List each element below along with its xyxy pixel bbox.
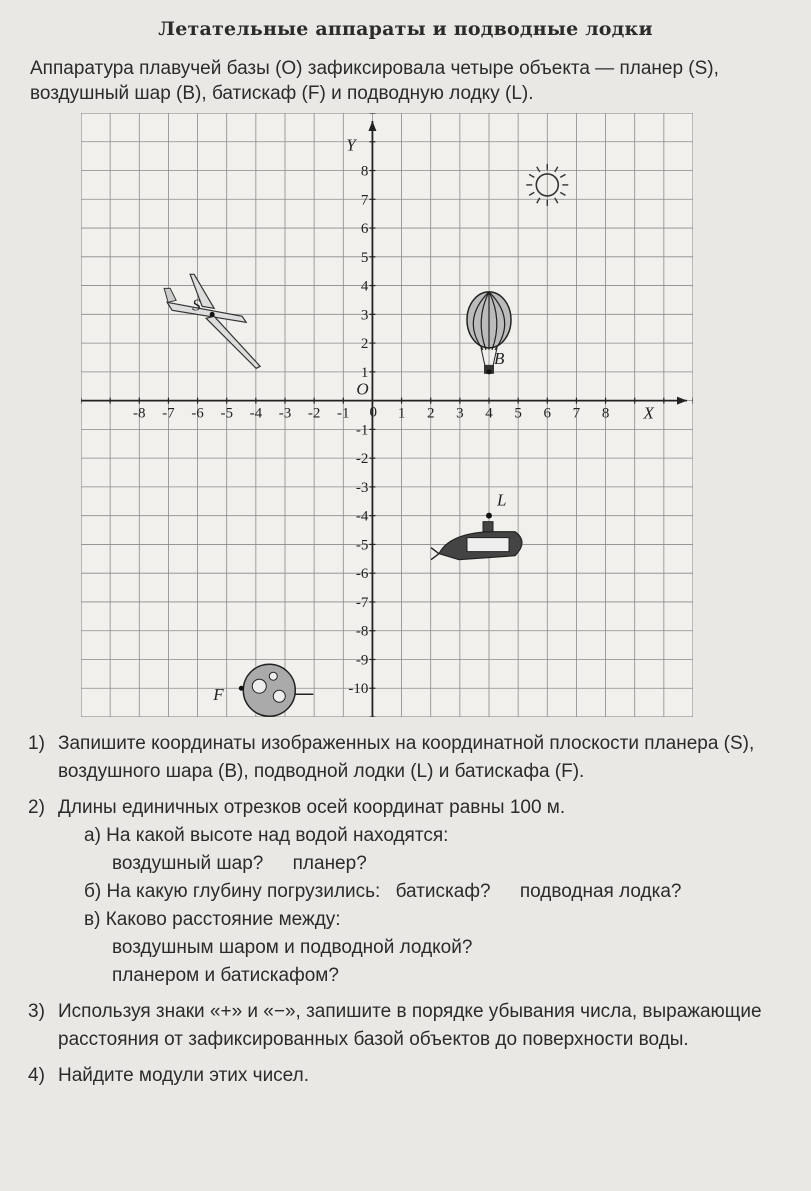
intro-text: Аппаратура плавучей базы (O) зафиксировала четыре объекта — планер (S), воздушный шар (B), батискаф (F) и подводную лодку (L). [30, 58, 719, 104]
y-tick-label: -3 [355, 479, 369, 496]
x-tick-label: -3 [278, 405, 292, 422]
x-tick-label: 6 [543, 405, 552, 422]
point-label: L [497, 490, 507, 510]
task-3 [22, 998, 792, 1054]
origin-label: O [356, 379, 369, 399]
point-label: F [213, 685, 224, 705]
data-point [487, 513, 492, 518]
y-tick-label: -7 [355, 594, 369, 611]
y-tick-label: -9 [355, 652, 369, 669]
task-number: 3) [28, 1001, 45, 1022]
y-tick-label: -8 [355, 623, 369, 640]
y-tick-label: 1 [360, 364, 369, 381]
y-tick-label: -10 [348, 681, 369, 698]
x-axis-label: X [643, 403, 654, 423]
task-text: Запишите координаты изображенных на координатной плоскости планера (S), воздушного шара (B), подводной лодки (L) и батискафа (F). [58, 733, 755, 782]
task-list [22, 730, 792, 1098]
coordinate-plane [81, 113, 693, 717]
task-text: Используя знаки «+» и «−», запишите в порядке убывания числа, выражающие расстояния от зафиксированных базой объектов до поверхности воды. [58, 1001, 762, 1050]
y-tick-label: 2 [360, 336, 369, 353]
coordinate-plane-svg [81, 113, 693, 717]
subtask-item: планером и батискафом? [112, 965, 339, 986]
y-tick-label: 3 [360, 307, 369, 324]
x-tick-label: 1 [397, 405, 406, 422]
task-1 [22, 730, 792, 786]
task-2 [22, 794, 792, 990]
subtask-label: а) На какой высоте над водой находятся: [84, 825, 449, 846]
data-point [210, 312, 215, 317]
point-label: S [192, 295, 201, 315]
y-tick-label: 8 [360, 163, 369, 180]
subtask-item: воздушным шаром и подводной лодкой? [112, 937, 473, 958]
y-tick-label: -4 [355, 508, 369, 525]
x-tick-label: 4 [485, 405, 493, 422]
subtask-c [58, 906, 792, 990]
subtask-item: воздушный шар? [112, 853, 264, 874]
x-tick-label: -8 [133, 405, 146, 422]
x-tick-label: -1 [337, 405, 350, 422]
subtask-a [58, 822, 792, 878]
task-number: 1) [28, 733, 45, 754]
y-tick-label: 4 [360, 278, 369, 295]
x-tick-label: 3 [456, 405, 464, 422]
x-tick-label: -4 [249, 405, 263, 422]
y-tick-label: -2 [355, 451, 369, 468]
y-tick-label: -5 [355, 537, 369, 554]
x-tick-label: -5 [220, 405, 233, 422]
x-tick-label: -7 [162, 405, 175, 422]
subtask-label: в) Каково расстояние между: [84, 909, 341, 930]
subtask-b [58, 878, 792, 906]
y-tick-label: 5 [360, 249, 369, 266]
data-point [239, 686, 244, 691]
x-tick-label: -2 [307, 405, 321, 422]
task-text: Длины единичных отрезков осей координат равны 100 м. [58, 797, 566, 818]
point-label: B [494, 348, 505, 368]
x-tick-label: 8 [601, 405, 610, 422]
y-tick-label: 6 [360, 221, 369, 238]
zero-tick-label: 0 [369, 404, 378, 421]
task-number: 2) [28, 797, 45, 818]
x-tick-label: 5 [514, 405, 522, 422]
y-tick-label: -6 [355, 566, 369, 583]
x-tick-label: -6 [191, 405, 204, 422]
page-title: Летательные аппараты и подводные лодки [158, 18, 653, 40]
task-4 [22, 1062, 792, 1090]
data-point [487, 369, 492, 374]
subtask-item: подводная лодка? [519, 881, 682, 902]
subtask-item: батискаф? [395, 881, 491, 902]
subtask-label: б) На какую глубину погрузились: [84, 881, 381, 902]
task-text: Найдите модули этих чисел. [58, 1065, 309, 1086]
y-tick-label: 7 [360, 192, 369, 209]
x-tick-label: 7 [572, 405, 581, 422]
subtask-item: планер? [292, 853, 367, 874]
y-tick-label: -1 [355, 422, 369, 439]
x-tick-label: 2 [426, 405, 435, 422]
y-axis-label: Y [346, 135, 356, 155]
task-number: 4) [28, 1065, 45, 1086]
